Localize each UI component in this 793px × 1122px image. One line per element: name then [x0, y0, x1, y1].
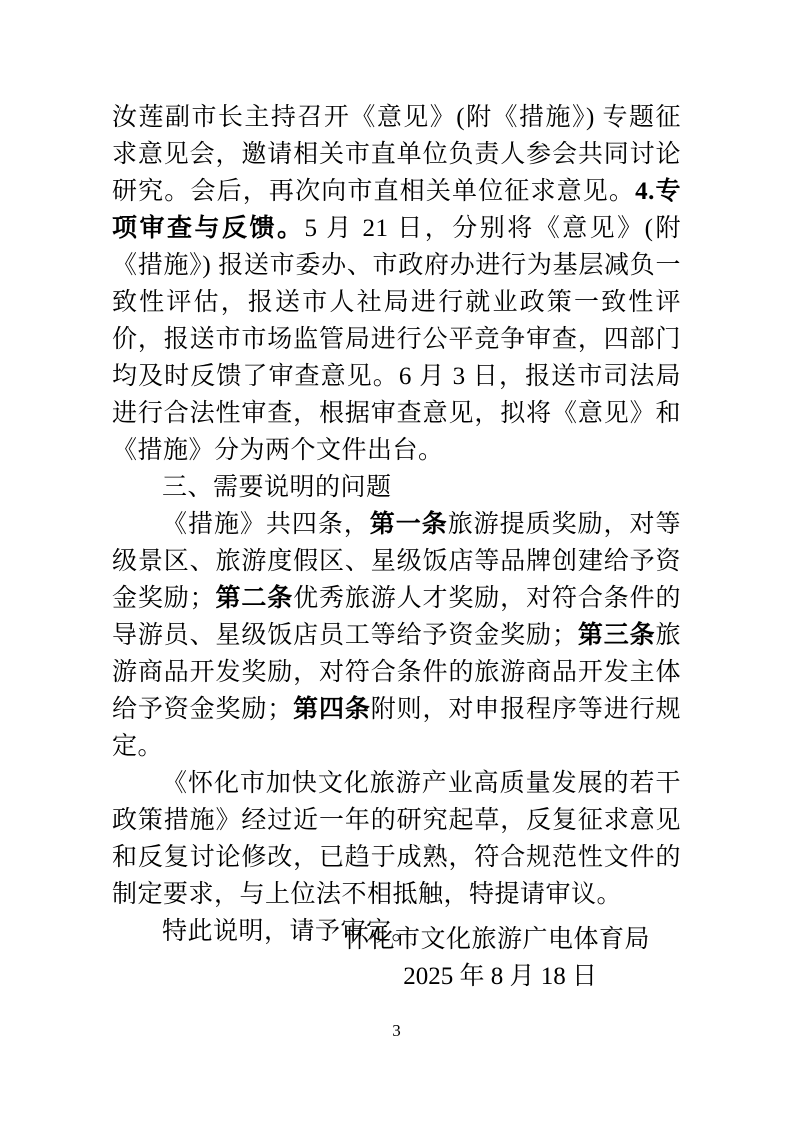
- text-segment: 《措施》共四条，: [162, 511, 370, 538]
- text-segment: 汝莲副市长主持召开《意见》(附《措施》) 专题征求意见会，邀请相关市直单位负责人参会共同讨论研究。会后，再次向市直相关单位征求意见。: [112, 104, 681, 205]
- bold-text-segment: 第二条: [215, 585, 294, 612]
- text-segment: 特此说明，请予审定。: [162, 918, 418, 945]
- paragraph: [112, 765, 681, 913]
- page-number: 3: [392, 1021, 401, 1040]
- text-segment: 5 月 21 日，分别将《意见》(附《措施》) 报送市委办、市政府办进行为基层减负一致性评估，报送市人社局进行就业政策一致性评价，报送市市场监管局进行公平竞争审查，四部门均及时反馈了审查意见。6 月 3 日，报送市司法局进行合法性审查，根据审查意见，拟将《意见》和《措施》分为两个文件出台。: [112, 215, 681, 464]
- paragraph: [112, 99, 681, 469]
- bold-text-segment: 第三条: [577, 622, 656, 649]
- bold-text-segment: 第一条: [369, 511, 448, 538]
- text-segment: 《怀化市加快文化旅游产业高质量发展的若干政策措施》经过近一年的研究起草，反复征求意见和反复讨论修改，已趋于成熟，符合规范性文件的制定要求，与上位法不相抵触，特提请审议。: [112, 770, 681, 908]
- bold-text-segment: 第四条: [292, 696, 371, 723]
- text-segment: 附则，对申报程序等进行规定。: [112, 696, 681, 760]
- signature-org: 怀化市文化旅游广电体育局: [343, 926, 650, 953]
- text-segment: 三、需要说明的问题: [162, 474, 392, 501]
- text-segment: 优秀旅游人才奖励，对符合条件的导游员、星级饭店员工等给予资金奖励；: [112, 585, 681, 649]
- signature-date: 2025 年 8 月 18 日: [403, 963, 597, 990]
- bold-text-segment: 4.专项审查与反馈。: [112, 178, 681, 242]
- paragraph: [112, 506, 681, 765]
- text-segment: 旅游提质奖励，对等级景区、旅游度假区、星级饭店等品牌创建给予资金奖励；: [112, 511, 681, 612]
- paragraph: [112, 469, 681, 506]
- document-body: [112, 99, 681, 950]
- text-segment: 旅游商品开发奖励，对符合条件的旅游商品开发主体给予资金奖励；: [112, 622, 681, 723]
